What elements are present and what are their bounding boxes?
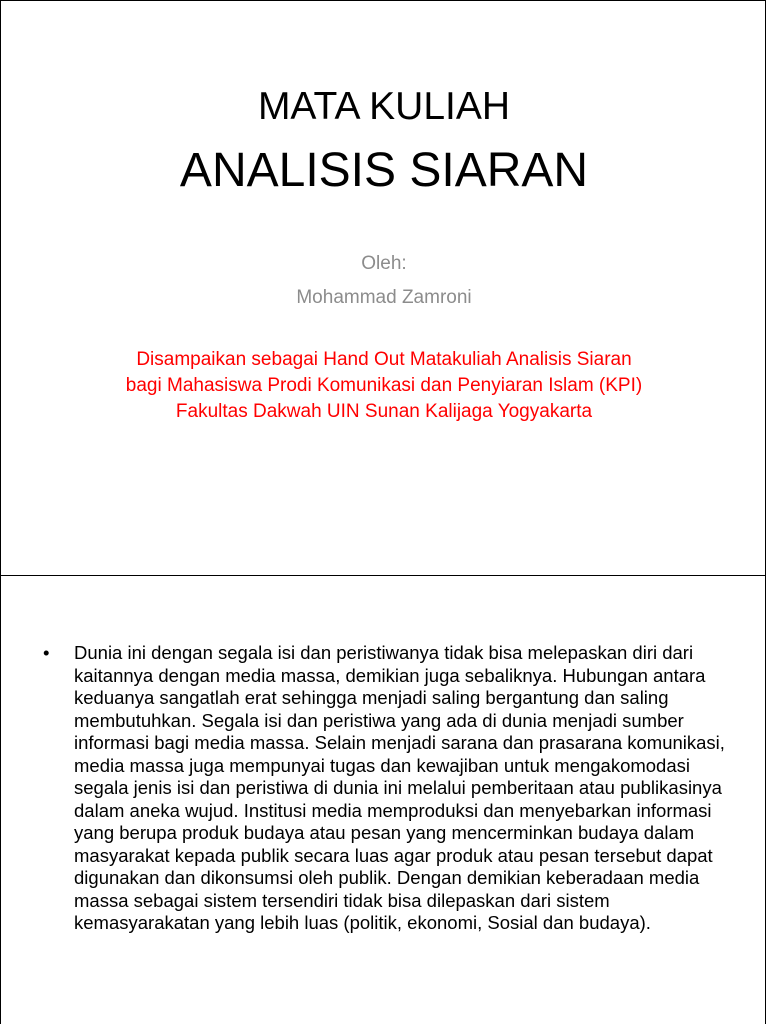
course-label: MATA KULIAH [257, 85, 511, 128]
course-title: ANALISIS SIARAN [179, 144, 589, 197]
bullet-list [39, 642, 731, 935]
author-name: Mohammad Zamroni [296, 287, 472, 308]
bullet-text: Dunia ini dengan segala isi dan peristiwanya tidak bisa melepaskan diri dari kaitannya dengan media massa, demikian juga sebaliknya. Hubungan antara keduanya sangatlah erat sehingga menjadi saling bergantung dan saling membutuhkan. Segala isi dan peristiwa yang ada di dunia menjadi sumber informasi bagi media massa. Selain menjadi sarana dan prasarana komunikasi, media massa juga mempunyai tugas dan kewajiban untuk mengakomodasi segala jenis isi dan peristiwa di dunia ini melalui pemberitaan atau publikasinya dalam aneka wujud. Institusi media memproduksi dan menyebarkan informasi yang berupa produk budaya atau pesan yang mencerminkan budaya dalam masyarakat kepada publik secara luas agar produk atau pesan tersebut dapat digunakan dan dikonsumsi oleh publik. Dengan demikian keberadaan media massa sebagai sistem tersendiri tidak bisa dilepaskan dari sistem kemasyarakatan yang lebih luas (politik, ekonomi, Sosial dan budaya). [74, 642, 725, 933]
bullet-icon: • [43, 642, 50, 663]
handout-note: Disampaikan sebagai Hand Out Matakuliah Analisis Siaran bagi Mahasiswa Prodi Komunikasi dan Penyiaran Islam (KPI) Fakultas Dakwah UIN Sunan Kalijaga Yogyakarta [125, 349, 643, 422]
author-label: Oleh: [361, 253, 407, 274]
list-item [39, 642, 731, 935]
content-slide [0, 575, 766, 1024]
